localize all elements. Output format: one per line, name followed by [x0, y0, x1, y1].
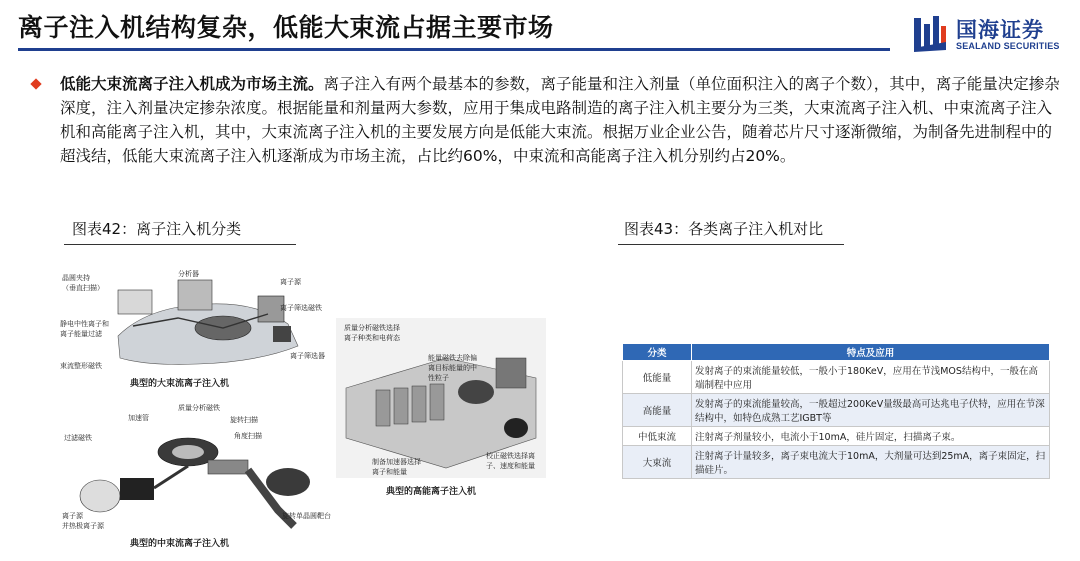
figure42-caption-rule	[64, 244, 296, 245]
medium-current-implanter-diagram	[58, 400, 331, 552]
table-cell-description: 发射离子的束流能量较高，一般超过200KeV量级最高可达兆电子伏特，应用在节深结构中，如特色成熟工艺IGBT等	[692, 394, 1050, 427]
table-header-description: 特点及应用	[692, 344, 1050, 361]
svg-text:离子能量过滤: 离子能量过滤	[60, 330, 102, 338]
table-cell-category: 低能量	[623, 361, 692, 394]
svg-text:并热极离子源: 并热极离子源	[62, 522, 104, 530]
table-cell-description: 发射离子的束流能量较低，一般小于180KeV，应用在节浅MOS结构中，一般在高端制程中应用	[692, 361, 1050, 394]
title-divider	[18, 48, 890, 51]
high-energy-caption: 典型的高能离子注入机	[386, 487, 477, 497]
svg-text:束流整形磁铁: 束流整形磁铁	[60, 362, 102, 370]
svg-text:能量磁铁去除偏: 能量磁铁去除偏	[428, 354, 477, 362]
logo-english-name: SEALAND SECURITIES	[956, 41, 1060, 51]
svg-text:旋转扫描: 旋转扫描	[230, 416, 258, 424]
svg-text:性粒子: 性粒子	[428, 374, 449, 382]
summary-lead: 低能大束流离子注入机成为市场主流。	[60, 75, 324, 93]
table-cell-category: 中低束流	[623, 427, 692, 446]
company-logo	[912, 12, 1062, 56]
sealand-logo-icon	[912, 14, 948, 52]
svg-text:子、速度和能量: 子、速度和能量	[486, 462, 535, 470]
table-cell-category: 大束流	[623, 446, 692, 479]
svg-text:离子筛选磁铁: 离子筛选磁铁	[280, 304, 322, 312]
svg-text:离子和能量: 离子和能量	[372, 468, 407, 476]
table-cell-category: 高能量	[623, 394, 692, 427]
table-row	[623, 446, 1050, 479]
high-current-caption: 典型的大束流离子注入机	[130, 379, 230, 389]
svg-text:角度扫描: 角度扫描	[234, 432, 262, 440]
svg-text:离子源: 离子源	[280, 278, 301, 286]
figure43-caption-rule	[618, 244, 844, 245]
svg-text:离子源: 离子源	[62, 512, 83, 520]
high-current-implanter-diagram	[58, 266, 325, 394]
svg-text:质量分析磁铁选择: 质量分析磁铁选择	[344, 324, 400, 332]
summary-text: 离子注入有两个最基本的参数，离子能量和注入剂量（单位面积注入的离子个数），其中，离子能量决定掺杂深度，注入剂量决定掺杂浓度。根据能量和剂量两大参数，应用于集成电路制造的离子注入机主要分为三类，大束流离子注入机、中束流离子注入机和高能离子注入机，其中，大束流离子注入机的主要发展方向是低能大束流。根据万业企业公告，随着芯片尺寸逐渐微缩，为制备先进制程中的超浅结，低能大束流离子注入机逐渐成为市场主流，占比约60%，中束流和高能离子注入机分别约占20%。	[60, 75, 1060, 165]
svg-text:校正磁铁选择离: 校正磁铁选择离	[486, 452, 535, 460]
logo-chinese-name: 国海证券	[956, 18, 1044, 42]
page-title: 离子注入机结构复杂，低能大束流占据主要市场	[18, 13, 554, 42]
svg-text:离目标能量的中: 离目标能量的中	[428, 364, 477, 372]
table-row	[623, 361, 1050, 394]
implanter-comparison-table	[622, 343, 1050, 479]
figure43-caption: 图表43：各类离子注入机对比	[624, 220, 824, 238]
svg-text:旋转单晶圆靶台: 旋转单晶圆靶台	[282, 512, 331, 520]
figure42-caption: 图表42：离子注入机分类	[72, 220, 242, 238]
svg-text:晶圆夹持: 晶圆夹持	[62, 274, 90, 282]
svg-text:质量分析磁铁: 质量分析磁铁	[178, 404, 220, 412]
svg-text:过滤磁铁: 过滤磁铁	[64, 434, 92, 442]
table-cell-description: 注射离子剂量较小，电流小于10mA，硅片固定，扫描离子束。	[692, 427, 1050, 446]
table-header-category: 分类	[623, 344, 692, 361]
svg-text:制备加速器选择: 制备加速器选择	[372, 458, 421, 466]
svg-text:离子筛选器: 离子筛选器	[290, 352, 325, 360]
svg-text:静电中性离子和: 静电中性离子和	[60, 320, 109, 328]
table-row	[623, 394, 1050, 427]
svg-text:加速管: 加速管	[128, 414, 149, 422]
svg-text:分析器: 分析器	[178, 270, 199, 278]
summary-paragraph	[60, 72, 1060, 168]
table-header-row	[623, 344, 1050, 361]
svg-text:离子种类和电荷态: 离子种类和电荷态	[344, 334, 400, 342]
high-energy-implanter-diagram	[336, 318, 550, 500]
diamond-bullet-icon	[30, 78, 41, 89]
medium-current-caption: 典型的中束流离子注入机	[130, 539, 230, 549]
table-cell-description: 注射离子计量较多，离子束电流大于10mA，大剂量可达到25mA，离子束固定，扫描硅片。	[692, 446, 1050, 479]
table-row	[623, 427, 1050, 446]
svg-text:（垂直扫描）: （垂直扫描）	[62, 284, 104, 292]
